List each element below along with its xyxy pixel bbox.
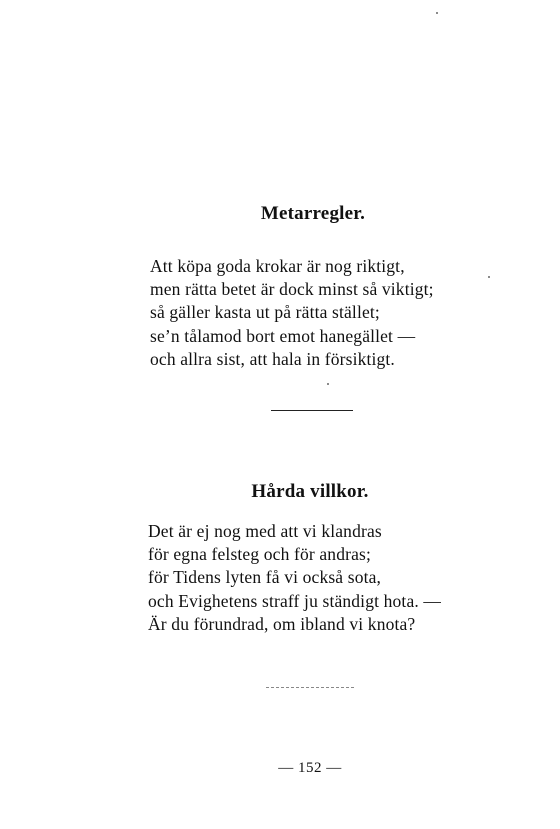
ink-speck xyxy=(327,383,329,385)
poem-line: för Tidens lyten få vi också sota, xyxy=(148,567,382,588)
poem-stanza xyxy=(150,255,434,371)
section-divider xyxy=(266,687,354,688)
section-divider xyxy=(271,410,353,411)
poem-title: Hårda villkor. xyxy=(251,481,369,502)
poem-line: Att köpa goda krokar är nog riktigt, xyxy=(150,256,405,276)
poem-title: Metarregler. xyxy=(260,203,366,224)
poem-line: för egna felsteg och för andras; xyxy=(148,544,371,565)
poem-line: men rätta betet är dock minst så viktigt; xyxy=(150,279,434,300)
poem-line: och allra sist, att hala in försiktigt. xyxy=(150,348,395,369)
poem-line: och Evighetens straff ju ständigt hota. — xyxy=(148,590,442,611)
poem-line: Det är ej nog med att vi klandras xyxy=(148,521,382,541)
poem-line: Är du förundrad, om ibland vi knota? xyxy=(148,613,416,634)
poem-line: så gäller kasta ut på rätta stället; xyxy=(150,302,380,323)
poem-line: se’n tålamod bort emot hanegället — xyxy=(150,325,416,346)
page-number: — 152 — xyxy=(278,760,342,776)
ink-speck xyxy=(488,276,490,278)
ink-speck xyxy=(436,12,438,14)
poem-stanza xyxy=(148,520,441,636)
